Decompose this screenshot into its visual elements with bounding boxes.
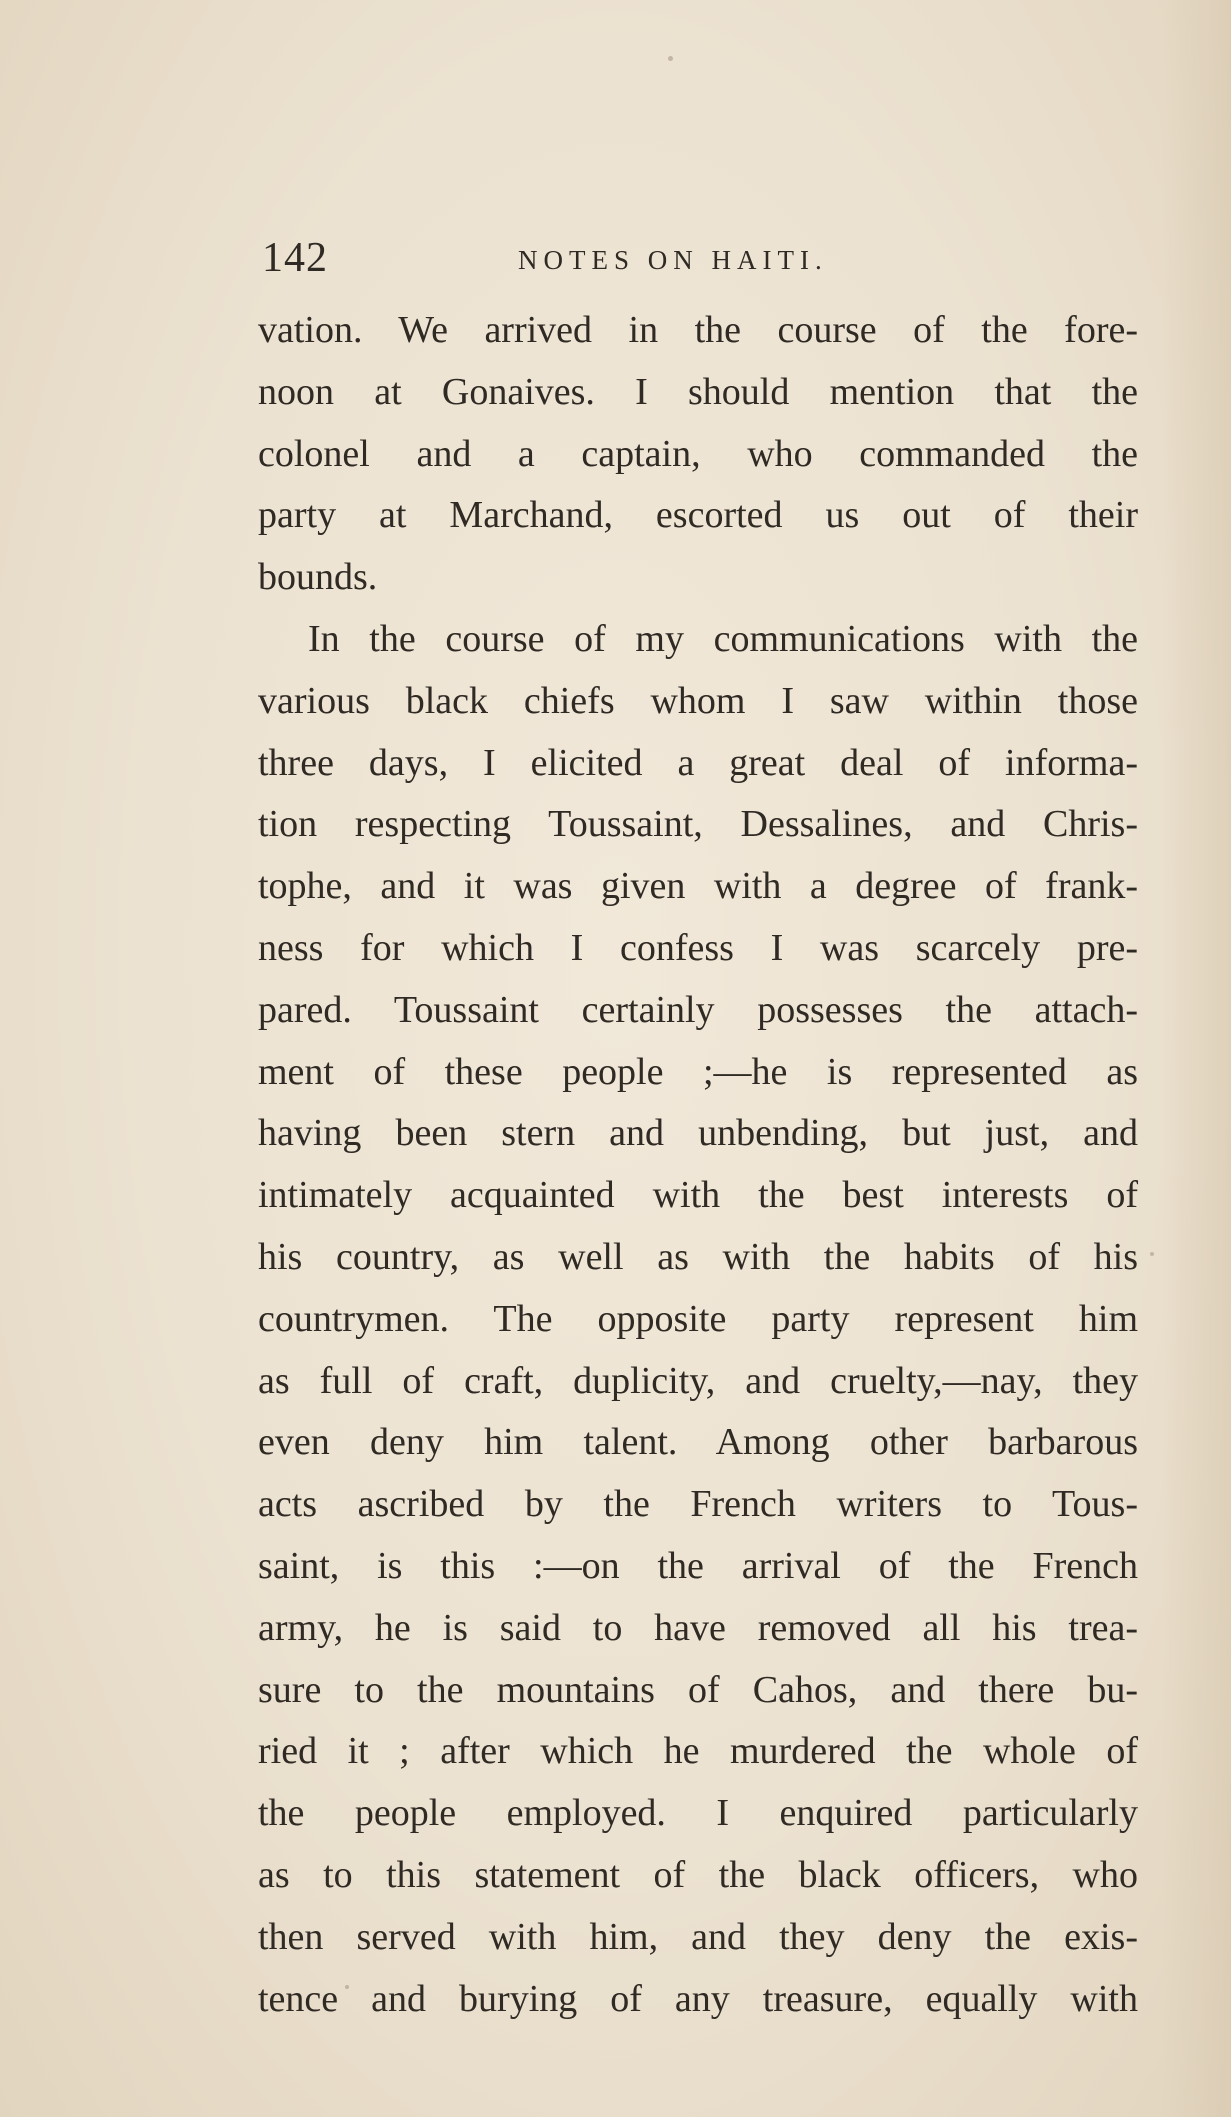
text-line: as to this statement of the black officers, who (258, 1853, 1138, 1896)
paper-speck (668, 56, 673, 61)
page-header (262, 232, 1132, 292)
text-line: vation. We arrived in the course of the fore- (258, 309, 1138, 351)
paper-speck (1150, 1252, 1154, 1256)
text-line: tophe, and it was given with a degree of frank- (258, 865, 1138, 908)
text-line: bounds. (258, 556, 378, 599)
paragraph-2 (258, 609, 1138, 2030)
text-line: even deny him talent. Among other barbarous (258, 1421, 1138, 1464)
text-line: as full of craft, duplicity, and cruelty,—nay, they (258, 1359, 1138, 1402)
body-text (258, 300, 1138, 2030)
text-line: the people employed. I enquired particularly (258, 1792, 1138, 1835)
page-edge-shadow (1161, 0, 1231, 2117)
text-line: various black chiefs whom I saw within those (258, 679, 1138, 722)
text-line: tence and burying of any treasure, equally with (258, 1977, 1138, 2020)
text-line: colonel and a captain, who commanded the (258, 432, 1138, 475)
text-line: noon at Gonaives. I should mention that the (258, 370, 1138, 413)
text-line: then served with him, and they deny the exis- (258, 1915, 1138, 1958)
text-line: tion respecting Toussaint, Dessalines, and Chris- (258, 803, 1138, 846)
paragraph-1 (258, 300, 1138, 609)
text-line: saint, is this :—on the arrival of the French (258, 1544, 1138, 1587)
text-line: pared. Toussaint certainly possesses the attach- (258, 988, 1138, 1031)
text-line: countrymen. The opposite party represent him (258, 1297, 1138, 1340)
text-line: ried it ; after which he murdered the whole of (258, 1730, 1138, 1773)
text-line: ness for which I confess I was scarcely pre- (258, 926, 1138, 969)
text-line: having been stern and unbending, but just, and (258, 1112, 1138, 1155)
text-line: intimately acquainted with the best interests of (258, 1174, 1138, 1217)
text-line: his country, as well as with the habits of his (258, 1235, 1138, 1278)
text-line: acts ascribed by the French writers to Tous- (258, 1483, 1138, 1526)
text-line: party at Marchand, escorted us out of their (258, 494, 1138, 537)
running-title: NOTES ON HAITI. (518, 245, 828, 275)
text-line: sure to the mountains of Cahos, and there bu- (258, 1668, 1138, 1711)
text-line: army, he is said to have removed all his trea- (258, 1606, 1138, 1649)
text-line: In the course of my communications with the (308, 617, 1138, 660)
text-line: ment of these people ;—he is represented as (258, 1050, 1138, 1093)
text-line: three days, I elicited a great deal of informa- (258, 741, 1138, 784)
page-number: 142 (262, 235, 328, 281)
